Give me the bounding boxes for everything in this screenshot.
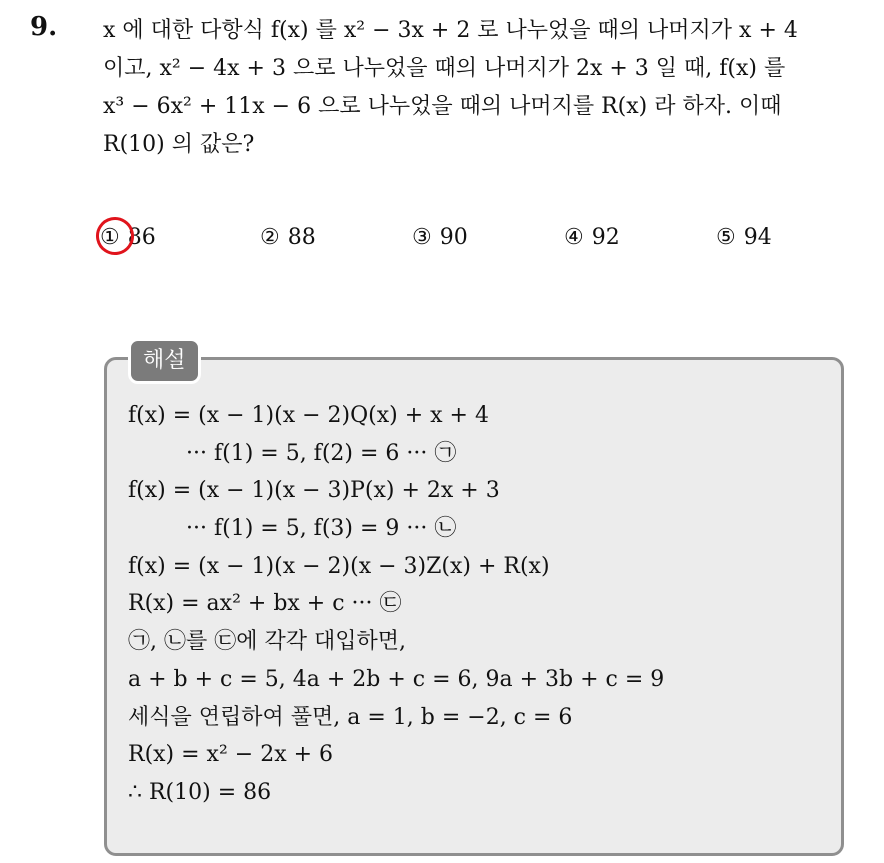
question-text	[103, 12, 863, 164]
question-number: 9.	[30, 12, 58, 42]
explanation-line: a + b + c = 5, 4a + 2b + c = 6, 9a + 3b + c = 9	[128, 666, 665, 692]
choice-marker: ⑤	[716, 225, 736, 250]
question-line: R(10) 의 값은?	[103, 132, 255, 157]
choice-4[interactable]	[564, 220, 620, 256]
explanation-line: ㉠, ㉡를 ㉢에 각각 대입하면,	[128, 629, 406, 655]
explanation-line: ∴ R(10) = 86	[128, 779, 272, 805]
explanation-line: R(x) = ax² + bx + c ··· ㉢	[128, 591, 402, 617]
explanation-line: 세식을 연립하여 풀면, a = 1, b = −2, c = 6	[128, 704, 573, 730]
choice-marker: ④	[564, 225, 584, 250]
choice-marker: ①	[100, 225, 120, 250]
explanation-tag: 해설	[128, 338, 201, 384]
selected-circle-mark	[92, 213, 137, 258]
choice-2[interactable]	[260, 220, 316, 256]
choice-value: 88	[287, 225, 316, 250]
question-line: x 에 대한 다항식 f(x) 를 x² − 3x + 2 로 나누었을 때의 나머지가 x + 4	[103, 18, 798, 43]
choice-5[interactable]	[716, 220, 772, 256]
explanation-line: R(x) = x² − 2x + 6	[128, 742, 334, 768]
question-line: x³ − 6x² + 11x − 6 으로 나누었을 때의 나머지를 R(x) 라 하자. 이때	[103, 94, 782, 119]
choice-value: 90	[439, 225, 468, 250]
explanation-line: f(x) = (x − 1)(x − 3)P(x) + 2x + 3	[128, 478, 500, 504]
explanation-line: ··· f(1) = 5, f(3) = 9 ··· ㉡	[186, 516, 457, 542]
choice-1[interactable]	[100, 220, 156, 256]
explanation-line: f(x) = (x − 1)(x − 2)Q(x) + x + 4	[128, 403, 489, 428]
explanation-line: f(x) = (x − 1)(x − 2)(x − 3)Z(x) + R(x)	[128, 553, 550, 579]
answer-choices	[100, 220, 860, 256]
choice-3[interactable]	[412, 220, 468, 256]
choice-value: 92	[591, 225, 620, 250]
choice-value: 86	[127, 225, 156, 250]
choice-marker: ②	[260, 225, 280, 250]
choice-value: 94	[743, 225, 772, 250]
choice-marker: ③	[412, 225, 432, 250]
question-line: 이고, x² − 4x + 3 으로 나누었을 때의 나머지가 2x + 3 일 때, f(x) 를	[103, 56, 786, 81]
explanation-line: ··· f(1) = 5, f(2) = 6 ··· ㉠	[186, 440, 457, 466]
explanation-body	[128, 397, 828, 812]
